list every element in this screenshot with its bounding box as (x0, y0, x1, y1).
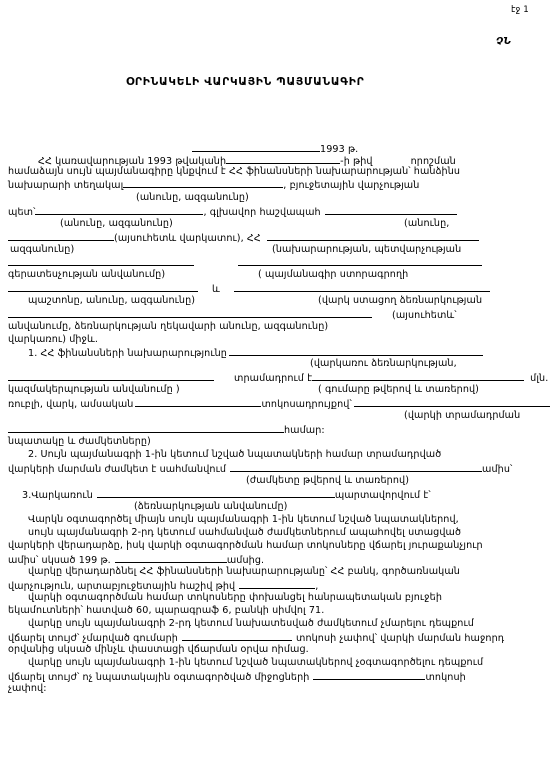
hint-enterprise-name: (ձեռնարկության անվանումը) (134, 501, 288, 512)
clause-3-p3-c: օրվանից սկսած մինչև փաստացի վճարման օրվա ոիմաց. (8, 644, 309, 655)
blank-line-9 (8, 256, 482, 270)
hint-borrower-enterprise: (վարկառու ձեռնարկության, (310, 358, 457, 369)
hint-loan-purpose: (վարկի տրամադրման (404, 410, 521, 421)
clause-3: 3.Վարկառուն պարտավորվում է՝ (22, 490, 431, 501)
clause-3-p2-d: եկամուտների՝ հատված 60, պարագրաֆ 6, բանկի սիմվոլ 71. (8, 605, 325, 616)
line-2: համաձայն սույն պայմանագիրը կնքվում է ՀՀ ֆինանսների նախարարության՝ հանձինս (8, 166, 461, 177)
clause-1-purpose: համար: (8, 423, 325, 437)
clause-3-p2-b: վարչություն, արտաբյուջետային հաշիվ թիվ , (8, 581, 319, 592)
clause-3-p4-a: վարկը սույն պայմանագրի 1-ին կետում նշված նպատակներով չօգտագործելու դեպքում (28, 657, 484, 668)
line-5: պետ՝ , գլխավոր հաշվապահ (8, 205, 457, 219)
clause-3-p3-b: վճարել տույժ՝ չմարված գումարի տոկոսի չափով՝ վարկի մարման հաջորդ (8, 633, 505, 644)
line-1: ՀՀ կառավարության 1993 թվականի -ի թիվ որոշման (38, 156, 456, 167)
hint-borrower: (վարկ ստացող ձեռնարկության (318, 295, 483, 306)
clause-3-p4-c: չափով: (8, 683, 47, 694)
line-3: նախարարի տեղակալ , բյուջետային վարչության (8, 180, 420, 191)
hint-amount: ( գումարը թվերով և տառերով) (318, 384, 480, 395)
hint-term: (ժամկետը թվերով և տառերով) (246, 475, 410, 486)
hint-enterprise-head: անվանումը, ձեռնարկության ղեկավարի անունը, ազգանունը) (8, 321, 329, 332)
hint-name-surname-1: (անունը, ազգանունը) (136, 192, 249, 203)
clause-3-p4-b: վճարել տույժ՝ ոչ նպատակային օգտագործված միջոցների տոկոսի (8, 672, 466, 683)
clause-3-p1-a: Վարկն օգտագործել միայն սույն պայմանագրի 1-ին կետում նշված նպատակներով, (28, 514, 459, 525)
hint-name: (անունը, (404, 218, 450, 229)
page-number: էջ 1 (511, 5, 529, 15)
clause-3-p2-c: վարկի օգտագործման համար տոկոսները փոխանցել հանրապետական բյուջեի (28, 592, 443, 603)
clause-3-p2-a: վարկը վերադարձնել ՀՀ ֆինանսների նախարարությանը՝ ՀՀ բանկ, գործառնական (28, 566, 460, 577)
hint-department: գերատեսչության անվանումը) (8, 269, 166, 280)
clause-1-amount: տրամադրում է մլն. (8, 371, 548, 385)
clause-3-p1-d: ամիս՝ սկսած 199 թ. ամսից. (8, 555, 265, 566)
date-line: 1993 թ. (192, 142, 358, 156)
hint-name-surname-2: (անունը, ազգանունը) (60, 218, 173, 229)
line-7: (այսուհետև վարկատու), ՀՀ (8, 231, 479, 245)
clause-3-p1-c: վարկերի վերադարձը, իսկ վարկի օգտագործման համար տոկոսները վճարել յուրաքանչյուր (8, 540, 483, 551)
hint-org-name: կազմակերպության անվանումը ) (8, 384, 180, 395)
hint-ministry: (նախարարության, պետվարչության (272, 244, 462, 255)
hint-position: պաշտոնը, անունը, ազգանունը) (28, 295, 196, 306)
clause-1: 1. ՀՀ ֆինանսների նախարարությունը (28, 346, 483, 360)
clause-3-p1-b: սույն պայմանագրի 2-րդ կետում սահմանված ժամկետներում ապահովել ստացված (28, 527, 462, 538)
document-title: ՕՐԻՆԱԿԵԼԻ ՎԱՐԿԱՅԻՆ ՊԱՅՄԱՆԱԳԻՐ (126, 76, 365, 88)
hint-signatory: ( պայմանագիր ստորագրողի (258, 269, 409, 280)
clause-3-p3-a: վարկը սույն պայմանագրի 2-րդ կետում նախատեսված ժամկետում չմարելու դեպքում (28, 618, 474, 629)
clause-1-rate: ռուբլի, վարկ, ամսական տոկոսադրույքով՝ (8, 397, 550, 411)
clause-2-a: 2. Սույն պայմանագրի 1-ին կետում նշված նպատակների համար տրամադրված (28, 449, 442, 460)
hint-surname: ազգանունը) (10, 244, 75, 255)
line-12: (այսուհետև՝ (8, 308, 457, 322)
clause-2-b: վարկերի մարման ժամկետ է սահմանվում ամիս՝ (8, 464, 513, 475)
line-14: վարկառու) միջև. (8, 334, 99, 345)
document-code: ՉՆ (496, 36, 512, 47)
line-10: և (8, 282, 490, 296)
hint-purpose-term: նպատակը և ժամկետները) (8, 436, 151, 447)
